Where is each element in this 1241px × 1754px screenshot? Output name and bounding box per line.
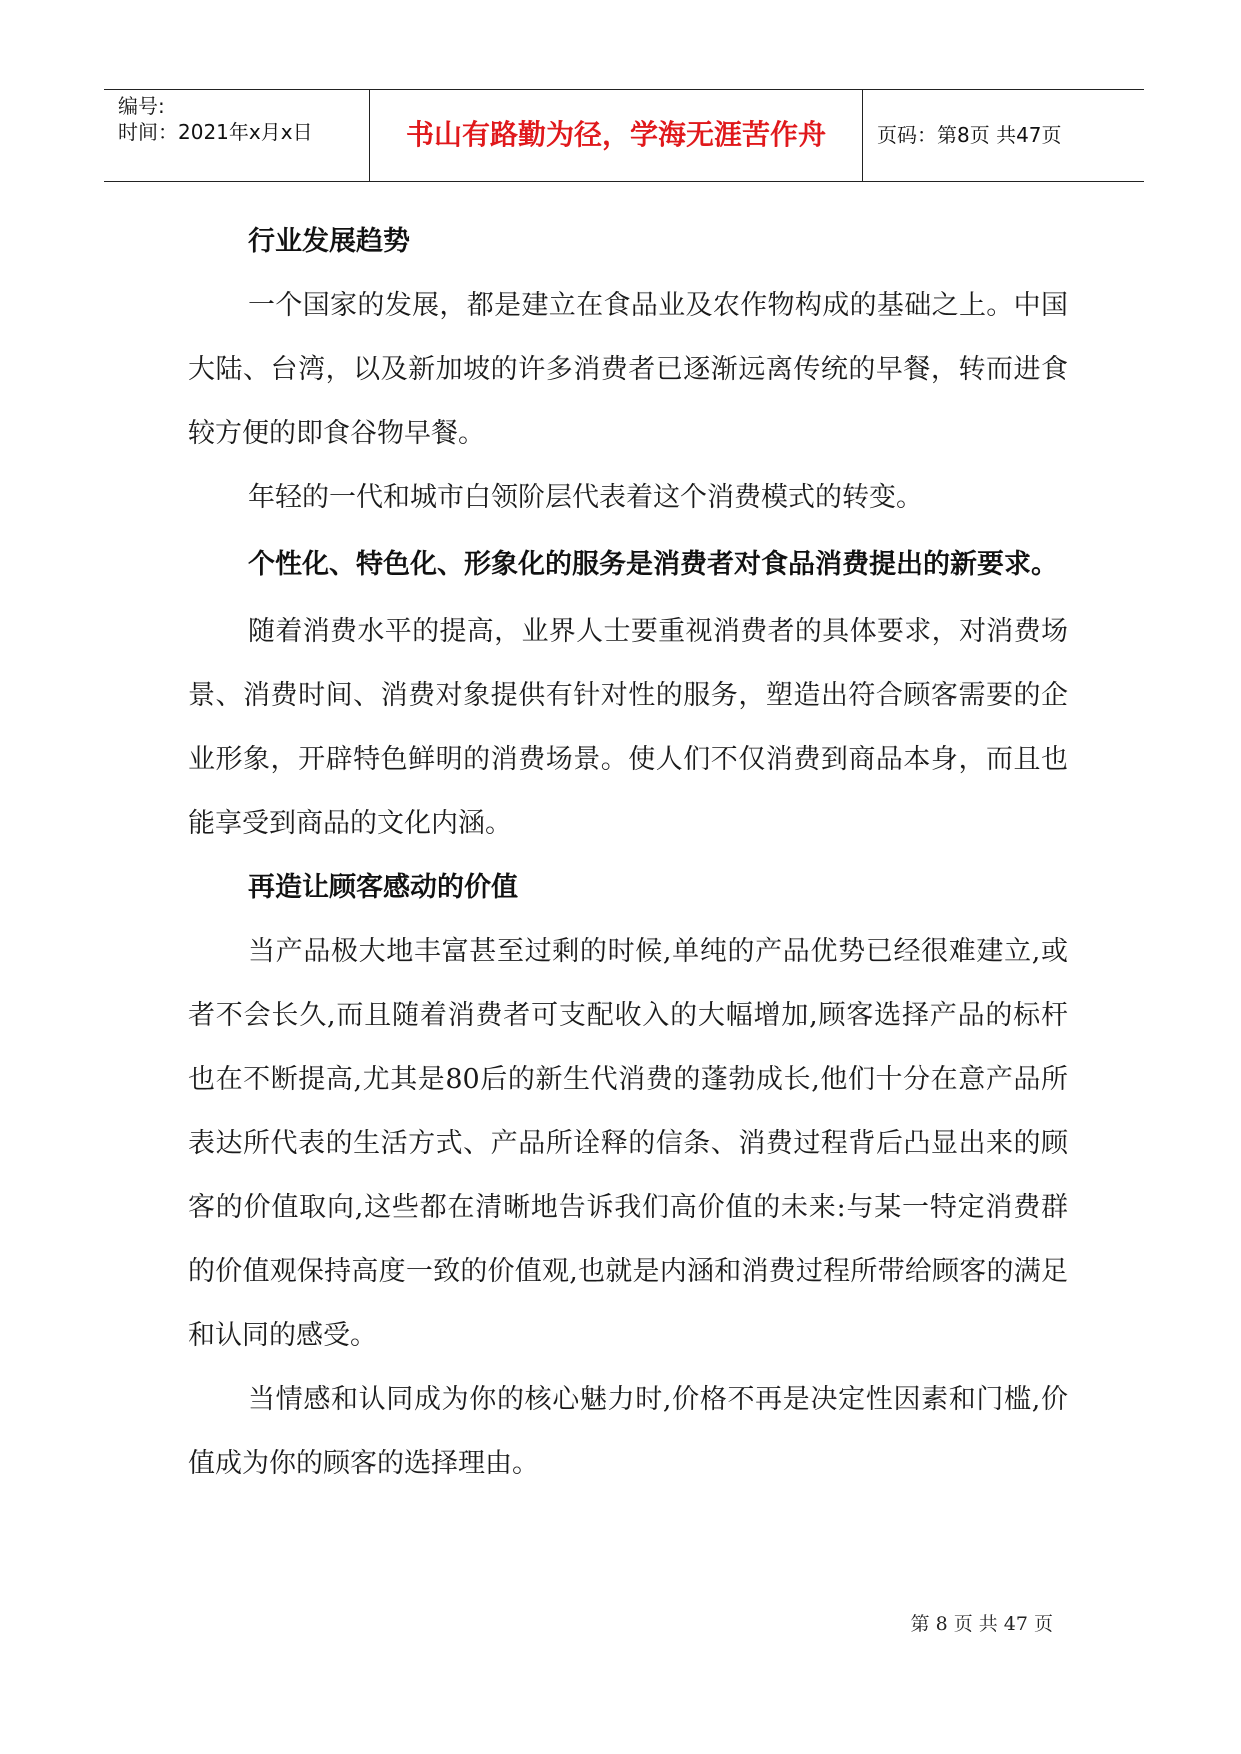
paragraph-5: 当情感和认同成为你的核心魅力时,价格不再是决定性因素和门槛,价值成为你的顾客的选择理由。 bbox=[188, 1384, 1068, 1479]
paragraph-1: 一个国家的发展，都是建立在食品业及农作物构成的基础之上。中国大陆、台湾，以及新加坡的许多消费者已逐渐远离传统的早餐，转而进食较方便的即食谷物早餐。 bbox=[188, 290, 1068, 449]
page-footer: 第 8 页 共 47 页 bbox=[910, 1613, 1053, 1635]
serial-number-label: 编号: bbox=[118, 94, 165, 118]
section-heading-industry-trend: 行业发展趋势 bbox=[248, 226, 410, 257]
header-page-cell bbox=[863, 90, 1144, 181]
paragraph-3: 随着消费水平的提高，业界人士要重视消费者的具体要求，对消费场景、消费时间、消费对象提供有针对性的服务，塑造出符合顾客需要的企业形象，开辟特色鲜明的消费场景。使人们不仅消费到商品本身，而且也能享受到商品的文化内涵。 bbox=[188, 616, 1068, 839]
date-label: 时间：2021年x月x日 bbox=[118, 120, 313, 144]
document-header bbox=[104, 89, 1144, 182]
header-info-cell bbox=[104, 90, 370, 181]
paragraph-4: 当产品极大地丰富甚至过剩的时候,单纯的产品优势已经很难建立,或者不会长久,而且随着消费者可支配收入的大幅增加,顾客选择产品的标杆也在不断提高,尤其是80后的新生代消费的蓬勃成长,他们十分在意产品所表达所代表的生活方式、产品所诠释的信条、消费过程背后凸显出来的顾客的价值取向,这些都在清晰地告诉我们高价值的未来:与某一特定消费群的价值观保持高度一致的价值观,也就是内涵和消费过程所带给顾客的满足和认同的感受。 bbox=[188, 936, 1068, 1351]
header-page-number: 页码：第8页 共47页 bbox=[877, 123, 1062, 147]
bold-statement: 个性化、特色化、形象化的服务是消费者对食品消费提出的新要求。 bbox=[248, 549, 1058, 580]
header-motto: 书山有路勤为径，学海无涯苦作舟 bbox=[405, 118, 826, 151]
header-motto-cell bbox=[370, 90, 863, 181]
paragraph-2: 年轻的一代和城市白领阶层代表着这个消费模式的转变。 bbox=[248, 482, 923, 513]
document-body bbox=[188, 210, 1068, 1496]
section-heading-customer-value: 再造让顾客感动的价值 bbox=[248, 872, 518, 903]
